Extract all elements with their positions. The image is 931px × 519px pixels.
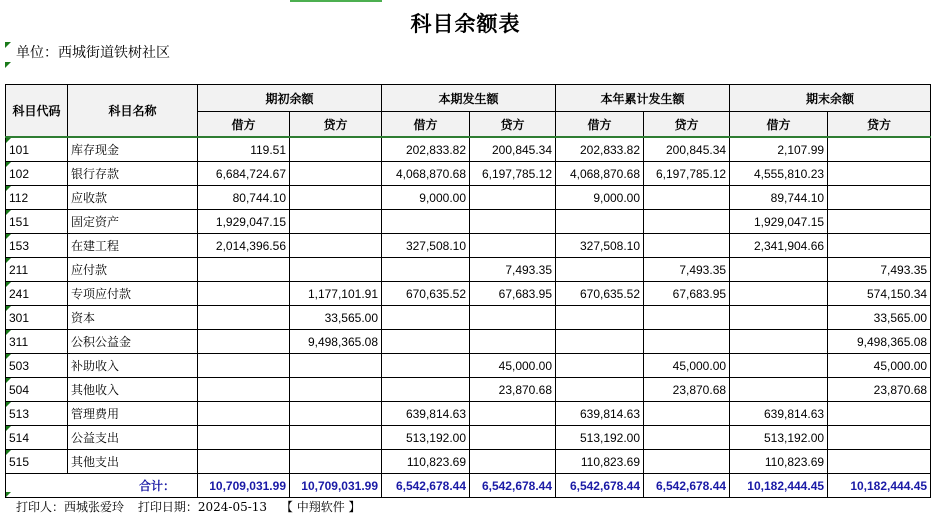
ytd-credit xyxy=(644,306,730,330)
opening-debit: 80,744.10 xyxy=(198,186,290,210)
period-credit: 23,870.68 xyxy=(470,378,556,402)
report-title: 科目余额表 xyxy=(410,12,521,36)
header-debit: 借方 xyxy=(556,112,644,138)
table-row xyxy=(6,378,931,402)
period-credit xyxy=(470,186,556,210)
footer xyxy=(16,498,371,515)
ytd-debit: 4,068,870.68 xyxy=(556,162,644,186)
total-period-credit: 6,542,678.44 xyxy=(470,474,556,498)
opening-credit: 9,498,365.08 xyxy=(290,330,382,354)
print-date-label: 打印日期：2024-05-13 xyxy=(137,500,268,514)
ytd-credit: 23,870.68 xyxy=(644,378,730,402)
unit-label: 单位：西城街道铁树社区 xyxy=(16,45,170,61)
total-ytd-credit: 6,542,678.44 xyxy=(644,474,730,498)
account-code: 153 xyxy=(6,234,68,258)
period-debit xyxy=(382,378,470,402)
account-name: 专项应付款 xyxy=(68,282,198,306)
ytd-debit xyxy=(556,354,644,378)
opening-debit xyxy=(198,282,290,306)
opening-credit xyxy=(290,186,382,210)
account-name: 其他收入 xyxy=(68,378,198,402)
period-debit: 670,635.52 xyxy=(382,282,470,306)
ending-credit: 23,870.68 xyxy=(828,378,931,402)
opening-credit xyxy=(290,402,382,426)
account-code: 504 xyxy=(6,378,68,402)
opening-credit xyxy=(290,210,382,234)
ytd-debit xyxy=(556,378,644,402)
total-row xyxy=(6,474,931,498)
ending-credit xyxy=(828,137,931,162)
ytd-credit: 7,493.35 xyxy=(644,258,730,282)
opening-debit: 2,014,396.56 xyxy=(198,234,290,258)
opening-debit xyxy=(198,306,290,330)
ending-debit: 4,555,810.23 xyxy=(730,162,828,186)
balance-table xyxy=(5,84,931,498)
account-name: 管理费用 xyxy=(68,402,198,426)
opening-credit xyxy=(290,354,382,378)
ending-debit xyxy=(730,378,828,402)
table-row xyxy=(6,306,931,330)
period-credit xyxy=(470,426,556,450)
account-name: 库存现金 xyxy=(68,137,198,162)
ending-debit xyxy=(730,330,828,354)
ending-debit: 89,744.10 xyxy=(730,186,828,210)
header-credit: 贷方 xyxy=(290,112,382,138)
cell-marker-icon xyxy=(5,62,11,68)
ending-credit: 574,150.34 xyxy=(828,282,931,306)
ending-debit xyxy=(730,354,828,378)
table-row xyxy=(6,210,931,234)
period-debit: 202,833.82 xyxy=(382,137,470,162)
period-credit: 67,683.95 xyxy=(470,282,556,306)
opening-debit xyxy=(198,402,290,426)
account-name: 固定资产 xyxy=(68,210,198,234)
account-name: 银行存款 xyxy=(68,162,198,186)
ytd-credit xyxy=(644,234,730,258)
account-name: 其他支出 xyxy=(68,450,198,474)
ending-credit xyxy=(828,450,931,474)
account-code: 514 xyxy=(6,426,68,450)
total-opening-debit: 10,709,031.99 xyxy=(198,474,290,498)
header-current-period: 本期发生额 xyxy=(382,85,556,112)
period-credit xyxy=(470,450,556,474)
table-row xyxy=(6,137,931,162)
ytd-debit: 513,192.00 xyxy=(556,426,644,450)
account-name: 公积公益金 xyxy=(68,330,198,354)
period-credit: 7,493.35 xyxy=(470,258,556,282)
ending-credit: 7,493.35 xyxy=(828,258,931,282)
period-debit: 9,000.00 xyxy=(382,186,470,210)
period-debit xyxy=(382,330,470,354)
ytd-credit xyxy=(644,186,730,210)
period-credit xyxy=(470,306,556,330)
software-label: 【 中翔软件 】 xyxy=(280,500,361,514)
total-ending-debit: 10,182,444.45 xyxy=(730,474,828,498)
total-label: 合计： xyxy=(6,474,198,498)
table-row xyxy=(6,234,931,258)
account-name: 应付款 xyxy=(68,258,198,282)
ending-credit xyxy=(828,426,931,450)
account-code: 112 xyxy=(6,186,68,210)
total-period-debit: 6,542,678.44 xyxy=(382,474,470,498)
period-debit: 639,814.63 xyxy=(382,402,470,426)
printer-label: 打印人：西城张爱玲 xyxy=(16,500,125,514)
ending-credit xyxy=(828,162,931,186)
table-row xyxy=(6,186,931,210)
header-year-to-date: 本年累计发生额 xyxy=(556,85,730,112)
ending-debit xyxy=(730,306,828,330)
ytd-debit: 110,823.69 xyxy=(556,450,644,474)
period-credit: 200,845.34 xyxy=(470,137,556,162)
ending-credit: 9,498,365.08 xyxy=(828,330,931,354)
account-code: 101 xyxy=(6,137,68,162)
table-row xyxy=(6,450,931,474)
ytd-credit xyxy=(644,330,730,354)
header-ending-balance: 期末余额 xyxy=(730,85,931,112)
period-credit xyxy=(470,210,556,234)
opening-credit xyxy=(290,258,382,282)
ytd-credit xyxy=(644,402,730,426)
ytd-debit: 327,508.10 xyxy=(556,234,644,258)
period-debit xyxy=(382,210,470,234)
ending-credit xyxy=(828,234,931,258)
table-row xyxy=(6,330,931,354)
opening-debit xyxy=(198,378,290,402)
account-code: 513 xyxy=(6,402,68,426)
ytd-credit: 45,000.00 xyxy=(644,354,730,378)
account-code: 311 xyxy=(6,330,68,354)
opening-credit xyxy=(290,450,382,474)
account-code: 301 xyxy=(6,306,68,330)
opening-credit xyxy=(290,426,382,450)
account-code: 503 xyxy=(6,354,68,378)
account-code: 515 xyxy=(6,450,68,474)
total-ytd-debit: 6,542,678.44 xyxy=(556,474,644,498)
table-row xyxy=(6,402,931,426)
total-ending-credit: 10,182,444.45 xyxy=(828,474,931,498)
header-debit: 借方 xyxy=(730,112,828,138)
account-code: 102 xyxy=(6,162,68,186)
opening-credit: 1,177,101.91 xyxy=(290,282,382,306)
opening-debit xyxy=(198,258,290,282)
period-debit xyxy=(382,354,470,378)
ytd-debit: 9,000.00 xyxy=(556,186,644,210)
ending-credit xyxy=(828,402,931,426)
ytd-credit: 67,683.95 xyxy=(644,282,730,306)
period-debit: 110,823.69 xyxy=(382,450,470,474)
opening-debit xyxy=(198,426,290,450)
header-debit: 借方 xyxy=(198,112,290,138)
ytd-credit: 6,197,785.12 xyxy=(644,162,730,186)
period-debit: 4,068,870.68 xyxy=(382,162,470,186)
table-row xyxy=(6,282,931,306)
opening-debit: 1,929,047.15 xyxy=(198,210,290,234)
account-code: 241 xyxy=(6,282,68,306)
ytd-debit xyxy=(556,210,644,234)
top-accent-bar xyxy=(290,0,382,2)
period-debit: 327,508.10 xyxy=(382,234,470,258)
ytd-debit xyxy=(556,306,644,330)
opening-debit: 119.51 xyxy=(198,137,290,162)
header-credit: 贷方 xyxy=(828,112,931,138)
opening-credit xyxy=(290,234,382,258)
opening-debit xyxy=(198,330,290,354)
header-credit: 贷方 xyxy=(470,112,556,138)
period-debit xyxy=(382,306,470,330)
table-row xyxy=(6,162,931,186)
opening-credit xyxy=(290,162,382,186)
opening-credit: 33,565.00 xyxy=(290,306,382,330)
opening-debit: 6,684,724.67 xyxy=(198,162,290,186)
ending-credit: 45,000.00 xyxy=(828,354,931,378)
account-name: 公益支出 xyxy=(68,426,198,450)
account-name: 应收款 xyxy=(68,186,198,210)
ytd-credit xyxy=(644,450,730,474)
account-name: 在建工程 xyxy=(68,234,198,258)
ytd-credit xyxy=(644,210,730,234)
period-debit: 513,192.00 xyxy=(382,426,470,450)
ytd-debit xyxy=(556,258,644,282)
header-opening-balance: 期初余额 xyxy=(198,85,382,112)
period-credit: 6,197,785.12 xyxy=(470,162,556,186)
table-row xyxy=(6,354,931,378)
ytd-credit xyxy=(644,426,730,450)
ending-debit: 2,341,904.66 xyxy=(730,234,828,258)
header-name: 科目名称 xyxy=(68,85,198,138)
ending-debit: 639,814.63 xyxy=(730,402,828,426)
total-opening-credit: 10,709,031.99 xyxy=(290,474,382,498)
account-code: 151 xyxy=(6,210,68,234)
period-credit: 45,000.00 xyxy=(470,354,556,378)
account-name: 资本 xyxy=(68,306,198,330)
ending-credit: 33,565.00 xyxy=(828,306,931,330)
ytd-credit: 200,845.34 xyxy=(644,137,730,162)
ending-credit xyxy=(828,186,931,210)
ending-debit xyxy=(730,258,828,282)
table-row xyxy=(6,426,931,450)
table-body xyxy=(6,137,931,498)
ytd-debit: 670,635.52 xyxy=(556,282,644,306)
opening-debit xyxy=(198,354,290,378)
account-code: 211 xyxy=(6,258,68,282)
ending-debit: 513,192.00 xyxy=(730,426,828,450)
table-row xyxy=(6,258,931,282)
period-credit xyxy=(470,402,556,426)
cell-marker-icon xyxy=(5,42,11,48)
header-credit: 贷方 xyxy=(644,112,730,138)
opening-debit xyxy=(198,450,290,474)
ending-debit xyxy=(730,282,828,306)
header-code: 科目代码 xyxy=(6,85,68,138)
ending-debit: 2,107.99 xyxy=(730,137,828,162)
ending-credit xyxy=(828,210,931,234)
ytd-debit xyxy=(556,330,644,354)
account-name: 补助收入 xyxy=(68,354,198,378)
opening-credit xyxy=(290,137,382,162)
period-credit xyxy=(470,234,556,258)
ytd-debit: 639,814.63 xyxy=(556,402,644,426)
period-debit xyxy=(382,258,470,282)
header-debit: 借方 xyxy=(382,112,470,138)
period-credit xyxy=(470,330,556,354)
opening-credit xyxy=(290,378,382,402)
ytd-debit: 202,833.82 xyxy=(556,137,644,162)
ending-debit: 1,929,047.15 xyxy=(730,210,828,234)
ending-debit: 110,823.69 xyxy=(730,450,828,474)
